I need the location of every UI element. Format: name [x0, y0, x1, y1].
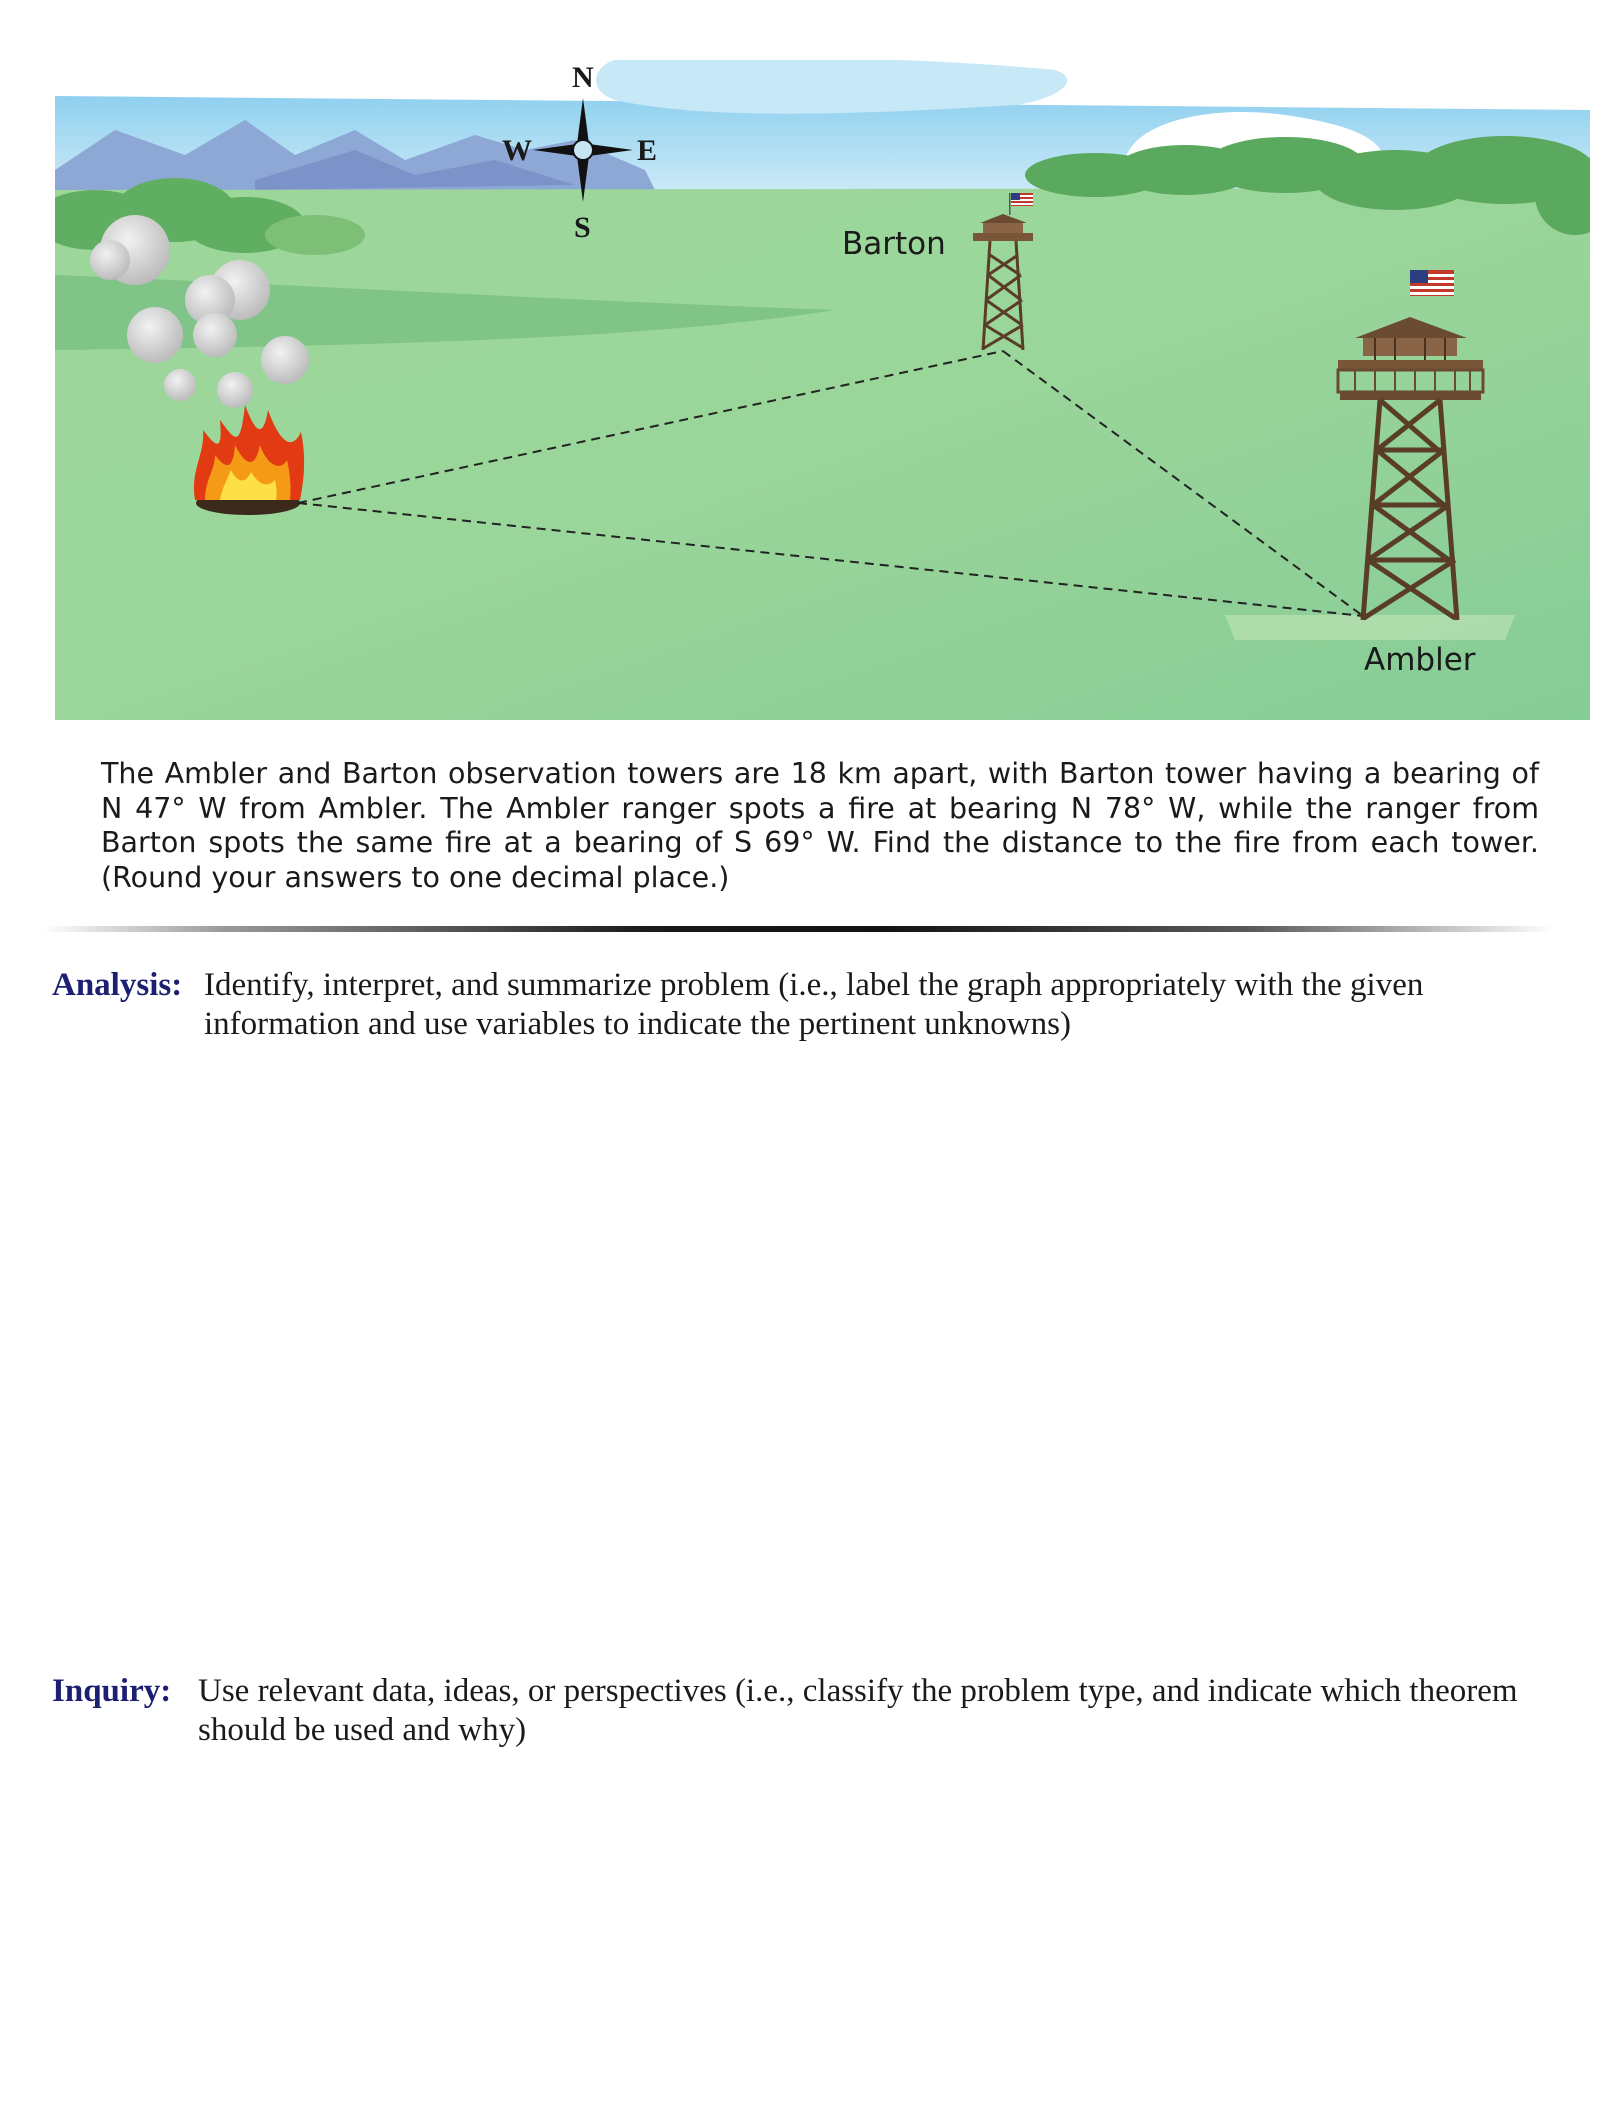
us-flag-icon	[1410, 270, 1454, 296]
us-flag-icon	[1011, 193, 1033, 206]
inquiry-instructions: Use relevant data, ideas, or perspectives (i.e., classify the problem type, and indicate which theorem should be used and why)	[198, 1673, 1518, 1748]
fire-tower-illustration	[55, 60, 1590, 720]
inquiry-section	[52, 1672, 1552, 1750]
compass-west-label: W	[502, 134, 532, 167]
compass-rose	[502, 60, 658, 250]
problem-statement	[101, 757, 1539, 895]
problem-text: The Ambler and Barton observation towers are 18 km apart, with Barton tower having a bearing of N 47° W from Ambler. The Ambler ranger spots a fire at bearing N 78° W, while the ranger from Barton spots the same fire at a bearing of S 69° W. Find the distance to the fire from each tower. (Round your answers to one decimal place.)	[101, 757, 1539, 894]
barton-label: Barton	[842, 226, 946, 262]
inquiry-heading: Inquiry:	[52, 1673, 172, 1709]
scene-graphic	[55, 60, 1590, 720]
analysis-answer-area[interactable]	[52, 1060, 1552, 1640]
analysis-instructions: Identify, interpret, and summarize problem (i.e., label the graph appropriately with the given information and use variables to indicate the pertinent unknowns)	[204, 967, 1424, 1042]
compass-east-label: E	[637, 134, 658, 167]
analysis-section	[52, 966, 1552, 1044]
inquiry-answer-area[interactable]	[52, 1760, 1552, 2100]
compass-south-label: S	[574, 211, 591, 244]
analysis-heading: Analysis:	[52, 967, 183, 1003]
section-divider	[42, 926, 1554, 932]
ambler-label: Ambler	[1364, 642, 1476, 678]
cloud-left	[596, 60, 1067, 114]
compass-north-label: N	[572, 61, 594, 94]
grass-tufts	[1225, 615, 1515, 640]
